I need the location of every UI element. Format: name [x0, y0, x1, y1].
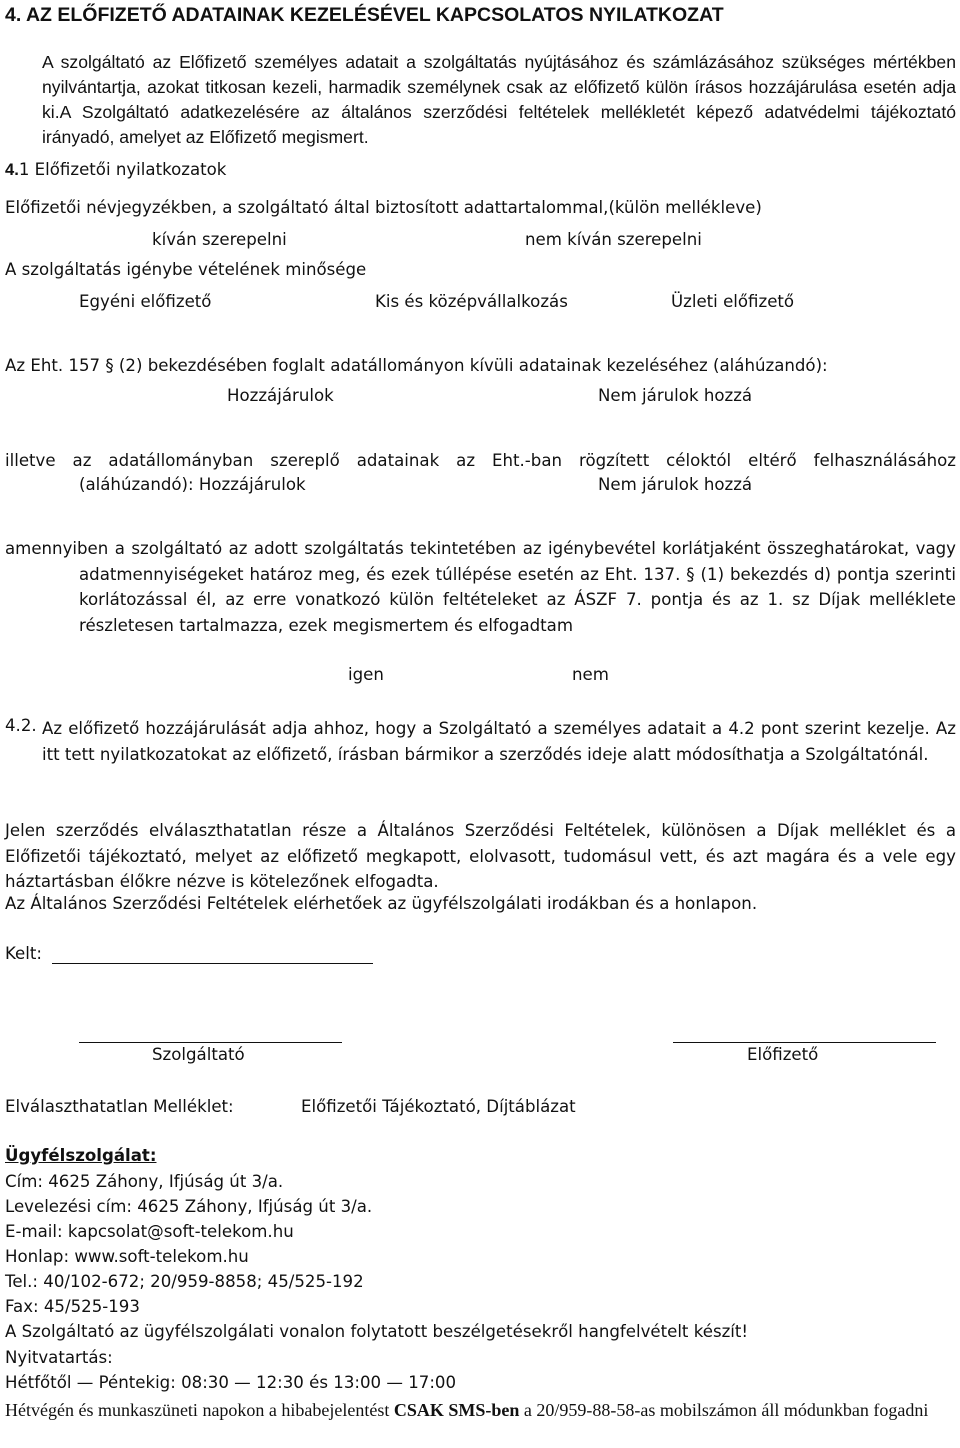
hours-value: Hétfőtől — Péntekig: 08:30 — 12:30 és 13:00 — 17:00: [5, 1373, 457, 1392]
option-no[interactable]: nem: [572, 665, 609, 684]
date-line[interactable]: [52, 963, 373, 964]
quality-label: A szolgáltatás igénybe vételének minősége: [5, 260, 367, 279]
limit-text: amennyiben a szolgáltató az adott szolgáltatás tekintetében az igénybevétel korlátjaként összeghatárokat, vagy adatmennyiségeket határoz meg, és ezek túllépése esetén az Eht. 137. § (1) bekezdés d) pontja szerinti korlátozással él, az erre vonatkozó külön feltételeket az ÁSZF 7. pontja és az 1. sz Díjak melléklete részletesen tartalmazza, ezek megismertem és elfogadtam: [5, 539, 956, 635]
intro-paragraph: [42, 50, 956, 150]
annex-label: Elválaszthatatlan Melléklet:: [5, 1097, 234, 1116]
cs-address: Cím: 4625 Záhony, Ifjúság út 3/a.: [5, 1172, 284, 1191]
cs-mail-address: Levelezési cím: 4625 Záhony, Ifjúság út 3/a.: [5, 1197, 373, 1216]
cs-recording-notice: A Szolgáltató az ügyfélszolgálati vonalon folytatott beszélgetésekről hangfelvételt készít!: [5, 1322, 749, 1341]
other-use-consent-no[interactable]: Nem járulok hozzá: [598, 475, 753, 494]
section-title: 4. AZ ELŐFIZETŐ ADATAINAK KEZELÉSÉVEL KAPCSOLATOS NYILATKOZAT: [5, 4, 724, 26]
cs-website[interactable]: Honlap: www.soft-telekom.hu: [5, 1247, 249, 1266]
weekend-text-bold: CSAK SMS-ben: [393, 1400, 520, 1420]
option-not-listed[interactable]: nem kíván szerepelni: [525, 230, 702, 249]
subsection-number: 4.: [5, 160, 19, 179]
paragraph-4-2: [42, 716, 956, 767]
annex-value: Előfizetői Tájékoztató, Díjtáblázat: [301, 1097, 576, 1116]
provider-signature-label: Szolgáltató: [152, 1045, 245, 1064]
subscriber-signature-label: Előfizető: [747, 1045, 819, 1064]
inseparable-text: Jelen szerződés elválaszthatatlan része a Általános Szerződési Feltételek, különösen a Díjak melléklet és a Előfizetői tájékoztató, melyet az előfizető megkapott, elolvasott, tudomásul vett, és azt magára és a vele egy háztartásban élőkre nézve is kötelezőnek elfogadta.: [5, 821, 956, 891]
weekend-text-a: Hétvégén és munkaszüneti napokon a hibabejelentést: [5, 1400, 394, 1420]
intro-text-2: A Szolgáltató adatkezelésére az általános szerződési feltételek mellékletét képező adatvédelmi tájékoztató irányadó, amelyet az Előfizető megismert.: [42, 102, 956, 147]
option-wants-listed[interactable]: kíván szerepelni: [152, 230, 287, 249]
other-use-line-1: illetve az adatállományban szereplő adatainak az Eht.-ban rögzített céloktól eltérő felhasználásához: [5, 451, 956, 470]
directory-statement: Előfizetői névjegyzékben, a szolgáltató által biztosított adattartalommal,(külön mellékleve): [5, 198, 762, 217]
cs-fax: Fax: 45/525-193: [5, 1297, 140, 1316]
cs-email[interactable]: E-mail: kapcsolat@soft-telekom.hu: [5, 1222, 294, 1241]
subscriber-signature-line[interactable]: [673, 1042, 936, 1043]
option-individual[interactable]: Egyéni előfizető: [79, 292, 212, 311]
other-use-statement: [5, 448, 956, 474]
weekend-notice: [5, 1399, 956, 1422]
intro-text-1: A szolgáltató az Előfizető személyes adatait a szolgáltatás nyújtásához és számlázásához szükséges mértékben nyilvántartja, azokat titkosan kezeli, harmadik személynek csak az előfizető külön írásos hozzájárulása esetén adja ki.: [42, 52, 956, 122]
paragraph-4-2-text: Az előfizető hozzájárulását adja ahhoz, hogy a Szolgáltató a személyes adatait a 4.2 pont szerint kezelje. Az itt tett nyilatkozatokat az előfizető, írásban bármikor a szerződés ideje alatt módosíthatja a Szolgáltatónál.: [42, 719, 956, 764]
eht-statement: Az Eht. 157 § (2) bekezdésében foglalt adatállományon kívüli adatainak kezeléséhez (aláhúzandó):: [5, 356, 828, 375]
inseparable-paragraph: [5, 818, 956, 895]
option-sme[interactable]: Kis és középvállalkozás: [375, 292, 568, 311]
subsection-4-1: [5, 160, 226, 180]
hours-label: Nyitvatartás:: [5, 1348, 113, 1367]
option-business[interactable]: Üzleti előfizető: [671, 292, 795, 311]
kelt-label: Kelt:: [5, 944, 42, 963]
provider-signature-line[interactable]: [79, 1042, 342, 1043]
availability-text: Az Általános Szerződési Feltételek elérhetőek az ügyfélszolgálati irodákban és a honlapon.: [5, 894, 758, 913]
option-yes[interactable]: igen: [348, 665, 384, 684]
paragraph-4-2-number: 4.2.: [5, 716, 37, 735]
customer-service-heading: Ügyfélszolgálat:: [5, 1146, 157, 1165]
subsection-title: 1 Előfizetői nyilatkozatok: [18, 160, 227, 179]
limit-statement: [5, 536, 956, 638]
cs-phone: Tel.: 40/102-672; 20/959-8858; 45/525-192: [5, 1272, 364, 1291]
consent-no[interactable]: Nem járulok hozzá: [598, 386, 753, 405]
weekend-text-b: a 20/959-88-58-as mobilszámon áll módunkban fogadni: [519, 1400, 929, 1420]
other-use-consent-yes[interactable]: (aláhúzandó): Hozzájárulok: [79, 475, 306, 494]
consent-yes[interactable]: Hozzájárulok: [227, 386, 334, 405]
